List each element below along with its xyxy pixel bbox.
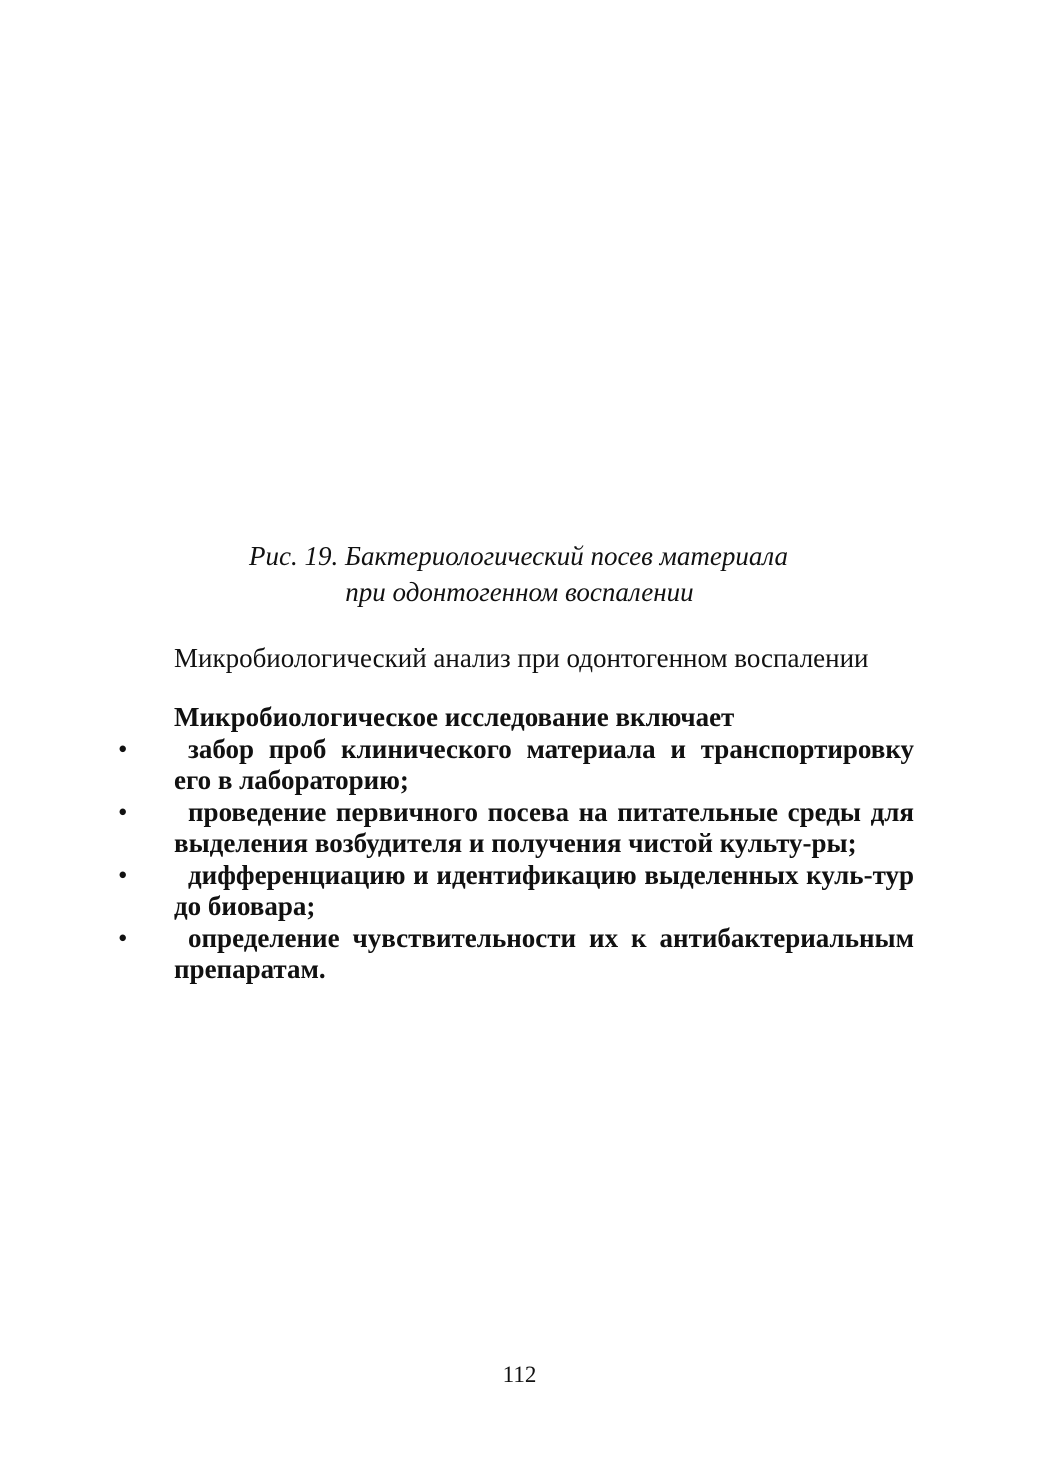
list-item-text: дифференциацию и идентификацию выделенных куль-тур до биовара; [174,859,914,921]
list-item [118,922,914,986]
list-item-text: определение чувствительности их к антибактериальным препаратам. [174,922,914,984]
bullet-list [118,733,914,986]
bullet-icon: • [118,922,128,953]
list-item [118,859,914,923]
list-lead: Микробиологическое исследование включает [174,702,735,732]
bullet-icon: • [118,733,128,764]
list-item-text: забор проб клинического материала и транспортировку его в лабораторию; [174,733,914,795]
list-item-text: проведение первичного посева на питательные среды для выделения возбудителя и получения чистой культу-ры; [174,796,914,858]
figure-caption-line-2: при одонтогенном воспалении [345,577,694,607]
page-number: 112 [502,1362,537,1387]
list-item [118,796,914,860]
figure-caption-line-1: Рис. 19. Бактериологический посев материала [249,541,788,571]
figure-caption [0,538,1039,610]
bullet-icon: • [118,859,128,890]
list-item [118,733,914,797]
list-block [118,702,914,986]
bullet-icon: • [118,796,128,827]
section-heading: Микробиологический анализ при одонтогенном воспалении [174,643,869,673]
